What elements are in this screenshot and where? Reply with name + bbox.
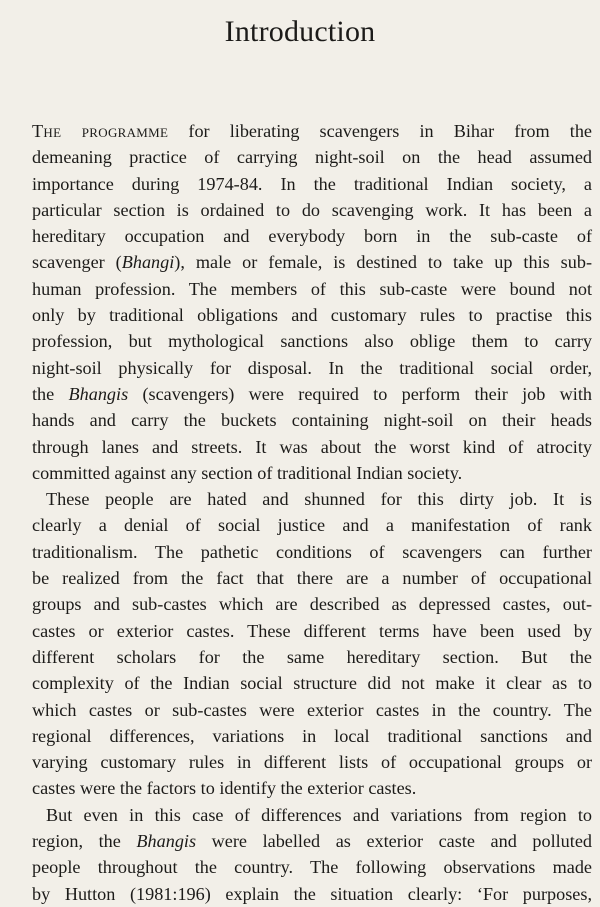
italic-term: Bhangi [121, 252, 175, 273]
text-segment: scavenger ( [32, 252, 122, 273]
text-segment: by Hutton (1981:196) explain the situation clearly: ‘For purposes, [32, 883, 592, 904]
text-line [32, 407, 592, 433]
page-title: Introduction [224, 15, 376, 48]
text-segment: These people are hated and shunned for this dirty job. It is [46, 489, 592, 510]
text-segment: through lanes and streets. It was about the worst kind of atrocity [32, 436, 592, 457]
text-segment: particular section is ordained to do scavenging work. It has been a [32, 199, 592, 220]
text-segment: night-soil physically for disposal. In the traditional social order, [32, 357, 592, 378]
italic-term: Bhangis [136, 831, 197, 852]
text-segment: people throughout the country. The following observations made [32, 857, 592, 878]
text-line [32, 171, 592, 197]
text-segment: groups and sub-castes which are described as depressed castes, out- [32, 594, 592, 615]
text-line [32, 118, 592, 144]
text-line [32, 881, 592, 907]
text-line [32, 618, 592, 644]
text-segment: region, the [32, 831, 137, 852]
text-segment: human profession. The members of this sub-caste were bound not [32, 278, 592, 299]
text-segment: importance during 1974-84. In the traditional Indian society, a [32, 173, 592, 194]
text-line [32, 434, 592, 460]
text-line [32, 539, 592, 565]
text-segment: complexity of the Indian social structure did not make it clear as to [32, 673, 592, 694]
text-line [32, 854, 592, 880]
text-line [32, 749, 592, 775]
text-line [32, 565, 592, 591]
text-segment: be realized from the fact that there are a number of occupational [32, 568, 592, 589]
text-segment: hands and carry the buckets containing night-soil on their heads [32, 410, 592, 431]
text-segment: varying customary rules in different lists of occupational groups or [32, 752, 592, 773]
text-line [32, 486, 592, 512]
text-segment: castes were the factors to identify the exterior castes. [32, 778, 417, 799]
text-line [32, 723, 592, 749]
text-segment: (scavengers) were required to perform their job with [128, 383, 592, 404]
text-line [32, 276, 592, 302]
text-line [32, 775, 592, 801]
text-line [32, 223, 592, 249]
text-line [32, 591, 592, 617]
text-segment: committed against any section of traditional Indian society. [32, 462, 463, 483]
paragraph-lead: The programme [32, 121, 169, 141]
body-text [32, 118, 592, 907]
text-segment: were labelled as exterior caste and polluted [196, 831, 592, 852]
text-line [32, 144, 592, 170]
text-segment: traditionalism. The pathetic conditions of scavengers can further [32, 541, 592, 562]
text-line [32, 802, 592, 828]
text-line [32, 512, 592, 538]
text-segment: But even in this case of differences and variations from region to [46, 804, 592, 825]
text-segment: different scholars for the same hereditary section. But the [32, 646, 592, 667]
text-line [32, 197, 592, 223]
text-line [32, 328, 592, 354]
text-segment: which castes or sub-castes were exterior castes in the country. The [32, 699, 592, 720]
text-segment: hereditary occupation and everybody born in the sub-caste of [32, 226, 592, 247]
text-line [32, 460, 592, 486]
text-line [32, 249, 592, 275]
text-segment: demeaning practice of carrying night-soil on the head assumed [32, 147, 592, 168]
text-segment: ), male or female, is destined to take up this sub- [174, 252, 592, 273]
text-line [32, 670, 592, 696]
text-line [32, 355, 592, 381]
text-segment: castes or exterior castes. These different terms have been used by [32, 620, 592, 641]
text-segment: regional differences, variations in local traditional sanctions and [32, 725, 592, 746]
text-segment: clearly a denial of social justice and a manifestation of rank [32, 515, 592, 536]
text-line [32, 828, 592, 854]
text-line [32, 381, 592, 407]
text-segment: profession, but mythological sanctions also oblige them to carry [32, 331, 592, 352]
text-segment: the [32, 383, 69, 404]
text-line [32, 644, 592, 670]
text-segment: only by traditional obligations and customary rules to practise this [32, 305, 592, 326]
text-line [32, 697, 592, 723]
text-segment: for liberating scavengers in Bihar from the [168, 121, 592, 141]
italic-term: Bhangis [68, 383, 129, 404]
text-line [32, 302, 592, 328]
